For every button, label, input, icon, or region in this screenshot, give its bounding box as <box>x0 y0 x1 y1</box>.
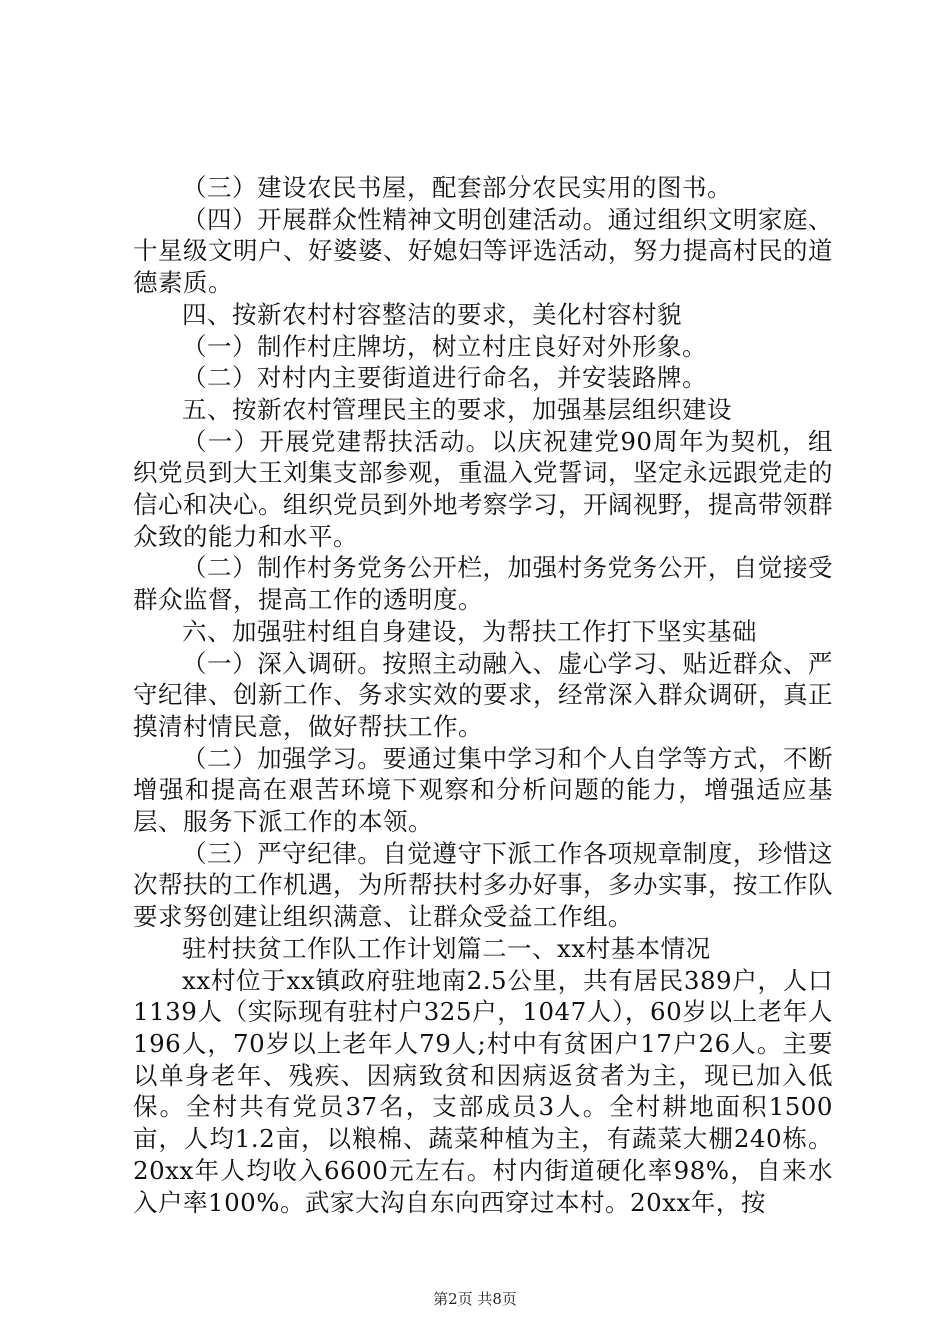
paragraph: （三）严守纪律。自觉遵守下派工作各项规章制度，珍惜这次帮扶的工作机遇，为所帮扶村多办好事，多办实事，按工作队要求努创建让组织满意、让群众受益工作组。 <box>133 838 833 932</box>
page-footer: 第2页 共8页 <box>433 1290 517 1308</box>
section-heading: 驻村扶贫工作队工作计划篇二一、xx村基本情况 <box>182 933 711 963</box>
paragraph: xx村位于xx镇政府驻地南2.5公里，共有居民389户，人口1139人（实际现有驻村户325户，1047人），60岁以上老年人196人，70岁以上老年人79人;村中有贫困户17户26人。主要以单身老年、残疾、因病致贫和因病返贫者为主，现已加入低保。全村共有党员37名，支部成员3人。全村耕地面积1500亩，人均1.2亩，以粮棉、蔬菜种植为主，有蔬菜大棚240栋。20xx年人均收入6600元左右。村内街道硬化率98%，自来水入户率100%。武家大沟自东向西穿过本村。20xx年，按 <box>133 965 833 1217</box>
paragraph: （二）对村内主要街道进行命名，并安装路牌。 <box>182 363 707 393</box>
section-heading: 五、按新农村管理民主的要求，加强基层组织建设 <box>182 394 732 424</box>
paragraph: （四）开展群众性精神文明创建活动。通过组织文明家庭、十星级文明户、好婆婆、好媳妇等评选活动，努力提高村民的道德素质。 <box>133 204 833 298</box>
paragraph: （二）制作村务党务公开栏，加强村务党务公开，自觉接受群众监督，提高工作的透明度。 <box>133 553 833 615</box>
paragraph: （一）深入调研。按照主动融入、虚心学习、贴近群众、严守纪律、创新工作、务求实效的要求，经常深入群众调研，真正摸清村情民意，做好帮扶工作。 <box>133 648 833 741</box>
paragraph: （二）加强学习。要通过集中学习和个人自学等方式，不断增强和提高在艰苦环境下观察和分析问题的能力，增强适应基层、服务下派工作的本领。 <box>133 743 833 837</box>
paragraph: （三）建设农民书屋，配套部分农民实用的图书。 <box>182 173 732 202</box>
paragraph: （一）开展党建帮扶活动。以庆祝建党90周年为契机，组织党员到大王刘集支部参观，重温入党誓词，坚定永远跟党走的信心和决心。组织党员到外地考察学习，开阔视野，提高带领群众致的能力和水平。 <box>133 426 833 551</box>
document-body <box>133 172 833 1218</box>
paragraph: （一）制作村庄牌坊，树立村庄良好对外形象。 <box>182 331 707 361</box>
section-heading: 四、按新农村村容整洁的要求，美化村容村貌 <box>182 299 682 329</box>
section-heading: 六、加强驻村组自身建设，为帮扶工作打下坚实基础 <box>182 616 757 646</box>
